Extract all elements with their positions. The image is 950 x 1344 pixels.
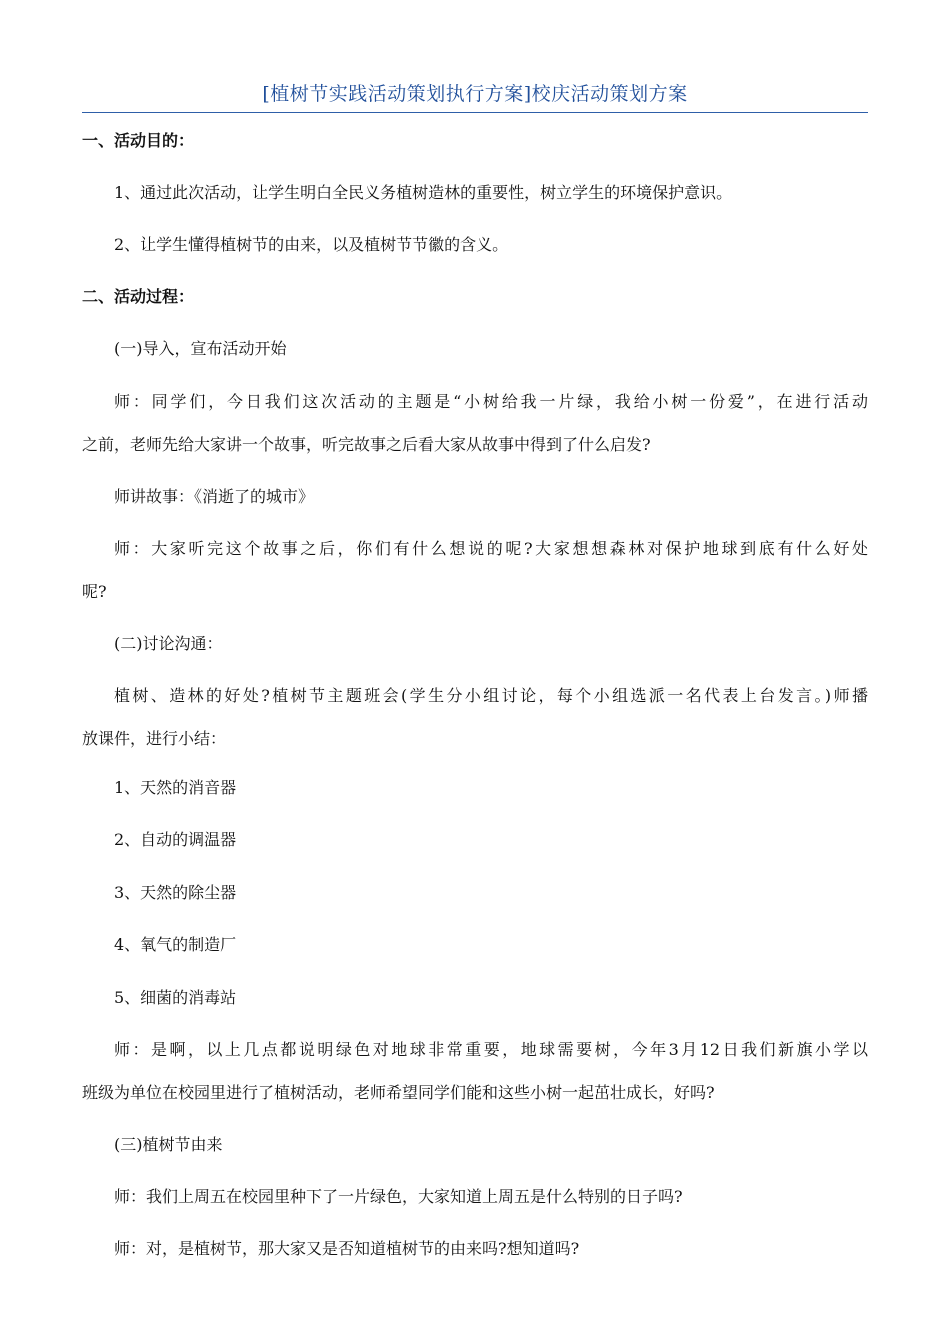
paragraph-question-line-2: 呢? (82, 582, 107, 601)
paragraph-discussion-line-2: 放课件，进行小结： (82, 729, 227, 748)
paragraph-teacher-intro-line-1: 师：同学们，今日我们这次活动的主题是“小树给我一片绿，我给小树一份爱”，在进行活动 (114, 392, 868, 411)
paragraph-question-line-1: 师：大家听完这个故事之后，你们有什么想说的呢?大家想想森林对保护地球到底有什么好处 (114, 539, 868, 558)
section-heading-process: 二、活动过程： (82, 287, 195, 306)
paragraph-summary-line-2: 班级为单位在校园里进行了植树活动，老师希望同学们能和这些小树一起茁壮成长，好吗? (82, 1083, 715, 1102)
list-item: 2、自动的调温器 (114, 830, 237, 849)
page-header (82, 78, 868, 113)
paragraph-story: 师讲故事：《消逝了的城市》 (114, 487, 315, 506)
list-item: 5、细菌的消毒站 (114, 988, 237, 1007)
paragraph-origin-question: 师：我们上周五在校园里种下了一片绿色，大家知道上周五是什么特别的日子吗? (114, 1187, 683, 1206)
subsection-origin: (三)植树节由来 (114, 1135, 223, 1154)
list-item: 1、天然的消音器 (114, 778, 237, 797)
subsection-discussion: (二)讨论沟通： (114, 634, 223, 653)
paragraph-origin-answer: 师：对，是植树节，那大家又是否知道植树节的由来吗?想知道吗? (114, 1239, 580, 1258)
purpose-item-2: 2、让学生懂得植树节的由来，以及植树节节徽的含义。 (114, 235, 509, 254)
list-item: 4、氧气的制造厂 (114, 935, 237, 954)
subsection-intro: (一)导入，宣布活动开始 (114, 339, 287, 358)
document-title: [植树节实践活动策划执行方案]校庆活动策划方案 (262, 83, 688, 105)
section-heading-purpose: 一、活动目的： (82, 131, 195, 150)
paragraph-discussion-line-1: 植树、造林的好处?植树节主题班会(学生分小组讨论，每个小组选派一名代表上台发言。)师播 (114, 686, 868, 705)
paragraph-summary-line-1: 师：是啊，以上几点都说明绿色对地球非常重要，地球需要树，今年3月12日我们新旗小学以 (114, 1040, 868, 1059)
purpose-item-1: 1、通过此次活动，让学生明白全民义务植树造林的重要性，树立学生的环境保护意识。 (114, 183, 733, 202)
list-item: 3、天然的除尘器 (114, 883, 237, 902)
paragraph-teacher-intro-line-2: 之前，老师先给大家讲一个故事，听完故事之后看大家从故事中得到了什么启发? (82, 435, 651, 454)
